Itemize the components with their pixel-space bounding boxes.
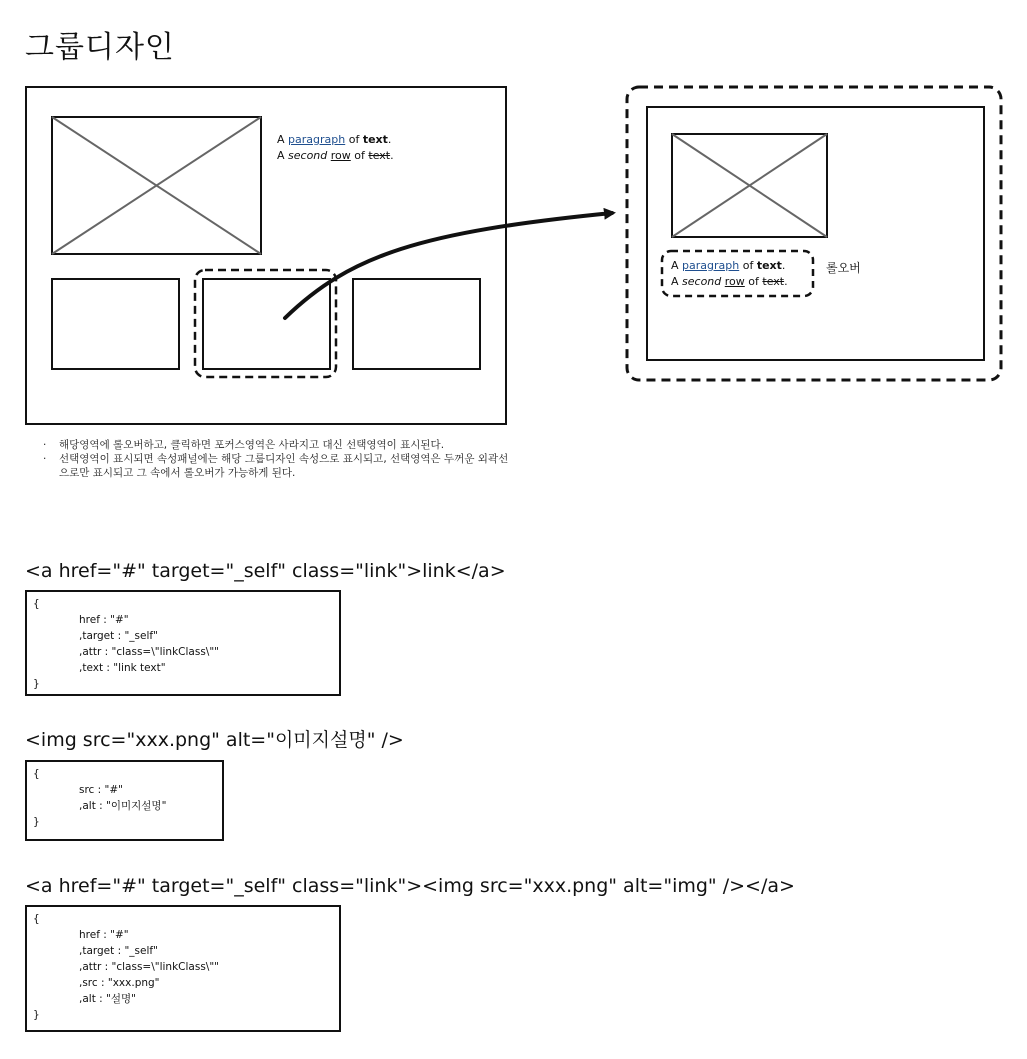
paragraph-line-1: A paragraph of text. bbox=[671, 259, 786, 272]
code-line: ,alt : "설명" bbox=[79, 993, 136, 1005]
code-line: ,alt : "이미지설명" bbox=[79, 800, 167, 812]
right-frame bbox=[647, 107, 984, 360]
code-line: src : "#" bbox=[79, 784, 123, 796]
left-paragraph bbox=[277, 132, 394, 164]
right-paragraph[interactable] bbox=[671, 258, 788, 290]
code-line: { bbox=[33, 598, 40, 610]
code-heading-link-img: <a href="#" target="_self" class="link"><img src="xxx.png" alt="img" /></a> bbox=[25, 875, 795, 897]
small-box-2 bbox=[203, 279, 330, 369]
paragraph-link[interactable]: paragraph bbox=[288, 133, 346, 146]
code-line: ,src : "xxx.png" bbox=[79, 977, 160, 989]
code-line: { bbox=[33, 768, 40, 780]
page-title: 그룹디자인 bbox=[25, 30, 175, 65]
code-box-link bbox=[25, 590, 341, 696]
transition-arrow bbox=[285, 213, 612, 318]
code-line: } bbox=[33, 816, 40, 828]
code-line: ,text : "link text" bbox=[79, 662, 166, 674]
code-box-link-img bbox=[25, 905, 341, 1032]
large-image-placeholder bbox=[52, 117, 261, 254]
small-box-1 bbox=[52, 279, 179, 369]
note-item: · 선택영역이 표시되면 속성패널에는 해당 그룹디자인 속성으로 표시되고, 선택영역은 두꺼운 외곽선으로만 표시되고 그 속에서 롤오버가 가능하게 된다. bbox=[43, 452, 513, 480]
note-item: · 해당영역에 롤오버하고, 클릭하면 포커스영역은 사라지고 대신 선택영역이 표시된다. bbox=[43, 438, 513, 452]
code-line: } bbox=[33, 678, 40, 690]
rollover-label: 롤오버 bbox=[826, 261, 861, 275]
paragraph-line-2: A second row of text. bbox=[277, 149, 394, 162]
paragraph-line-1: A paragraph of text. bbox=[277, 133, 392, 146]
code-heading-link: <a href="#" target="_self" class="link">link</a> bbox=[25, 560, 506, 582]
code-line: href : "#" bbox=[79, 614, 129, 626]
paragraph-line-2: A second row of text. bbox=[671, 275, 788, 288]
code-line: ,attr : "class=\"linkClass\"" bbox=[79, 961, 219, 973]
code-line: { bbox=[33, 913, 40, 925]
paragraph-link[interactable]: paragraph bbox=[682, 259, 740, 272]
code-heading-img: <img src="xxx.png" alt="이미지설명" /> bbox=[25, 729, 404, 751]
notes-list bbox=[43, 438, 513, 480]
left-frame bbox=[26, 87, 506, 424]
code-line: } bbox=[33, 1009, 40, 1021]
code-line: href : "#" bbox=[79, 929, 129, 941]
code-line: ,attr : "class=\"linkClass\"" bbox=[79, 646, 219, 658]
code-line: ,target : "_self" bbox=[79, 945, 158, 957]
right-image-placeholder bbox=[672, 134, 827, 237]
code-line: ,target : "_self" bbox=[79, 630, 158, 642]
code-box-img bbox=[25, 760, 224, 841]
focus-area bbox=[195, 270, 336, 377]
small-box-3 bbox=[353, 279, 480, 369]
selection-area bbox=[627, 87, 1001, 380]
